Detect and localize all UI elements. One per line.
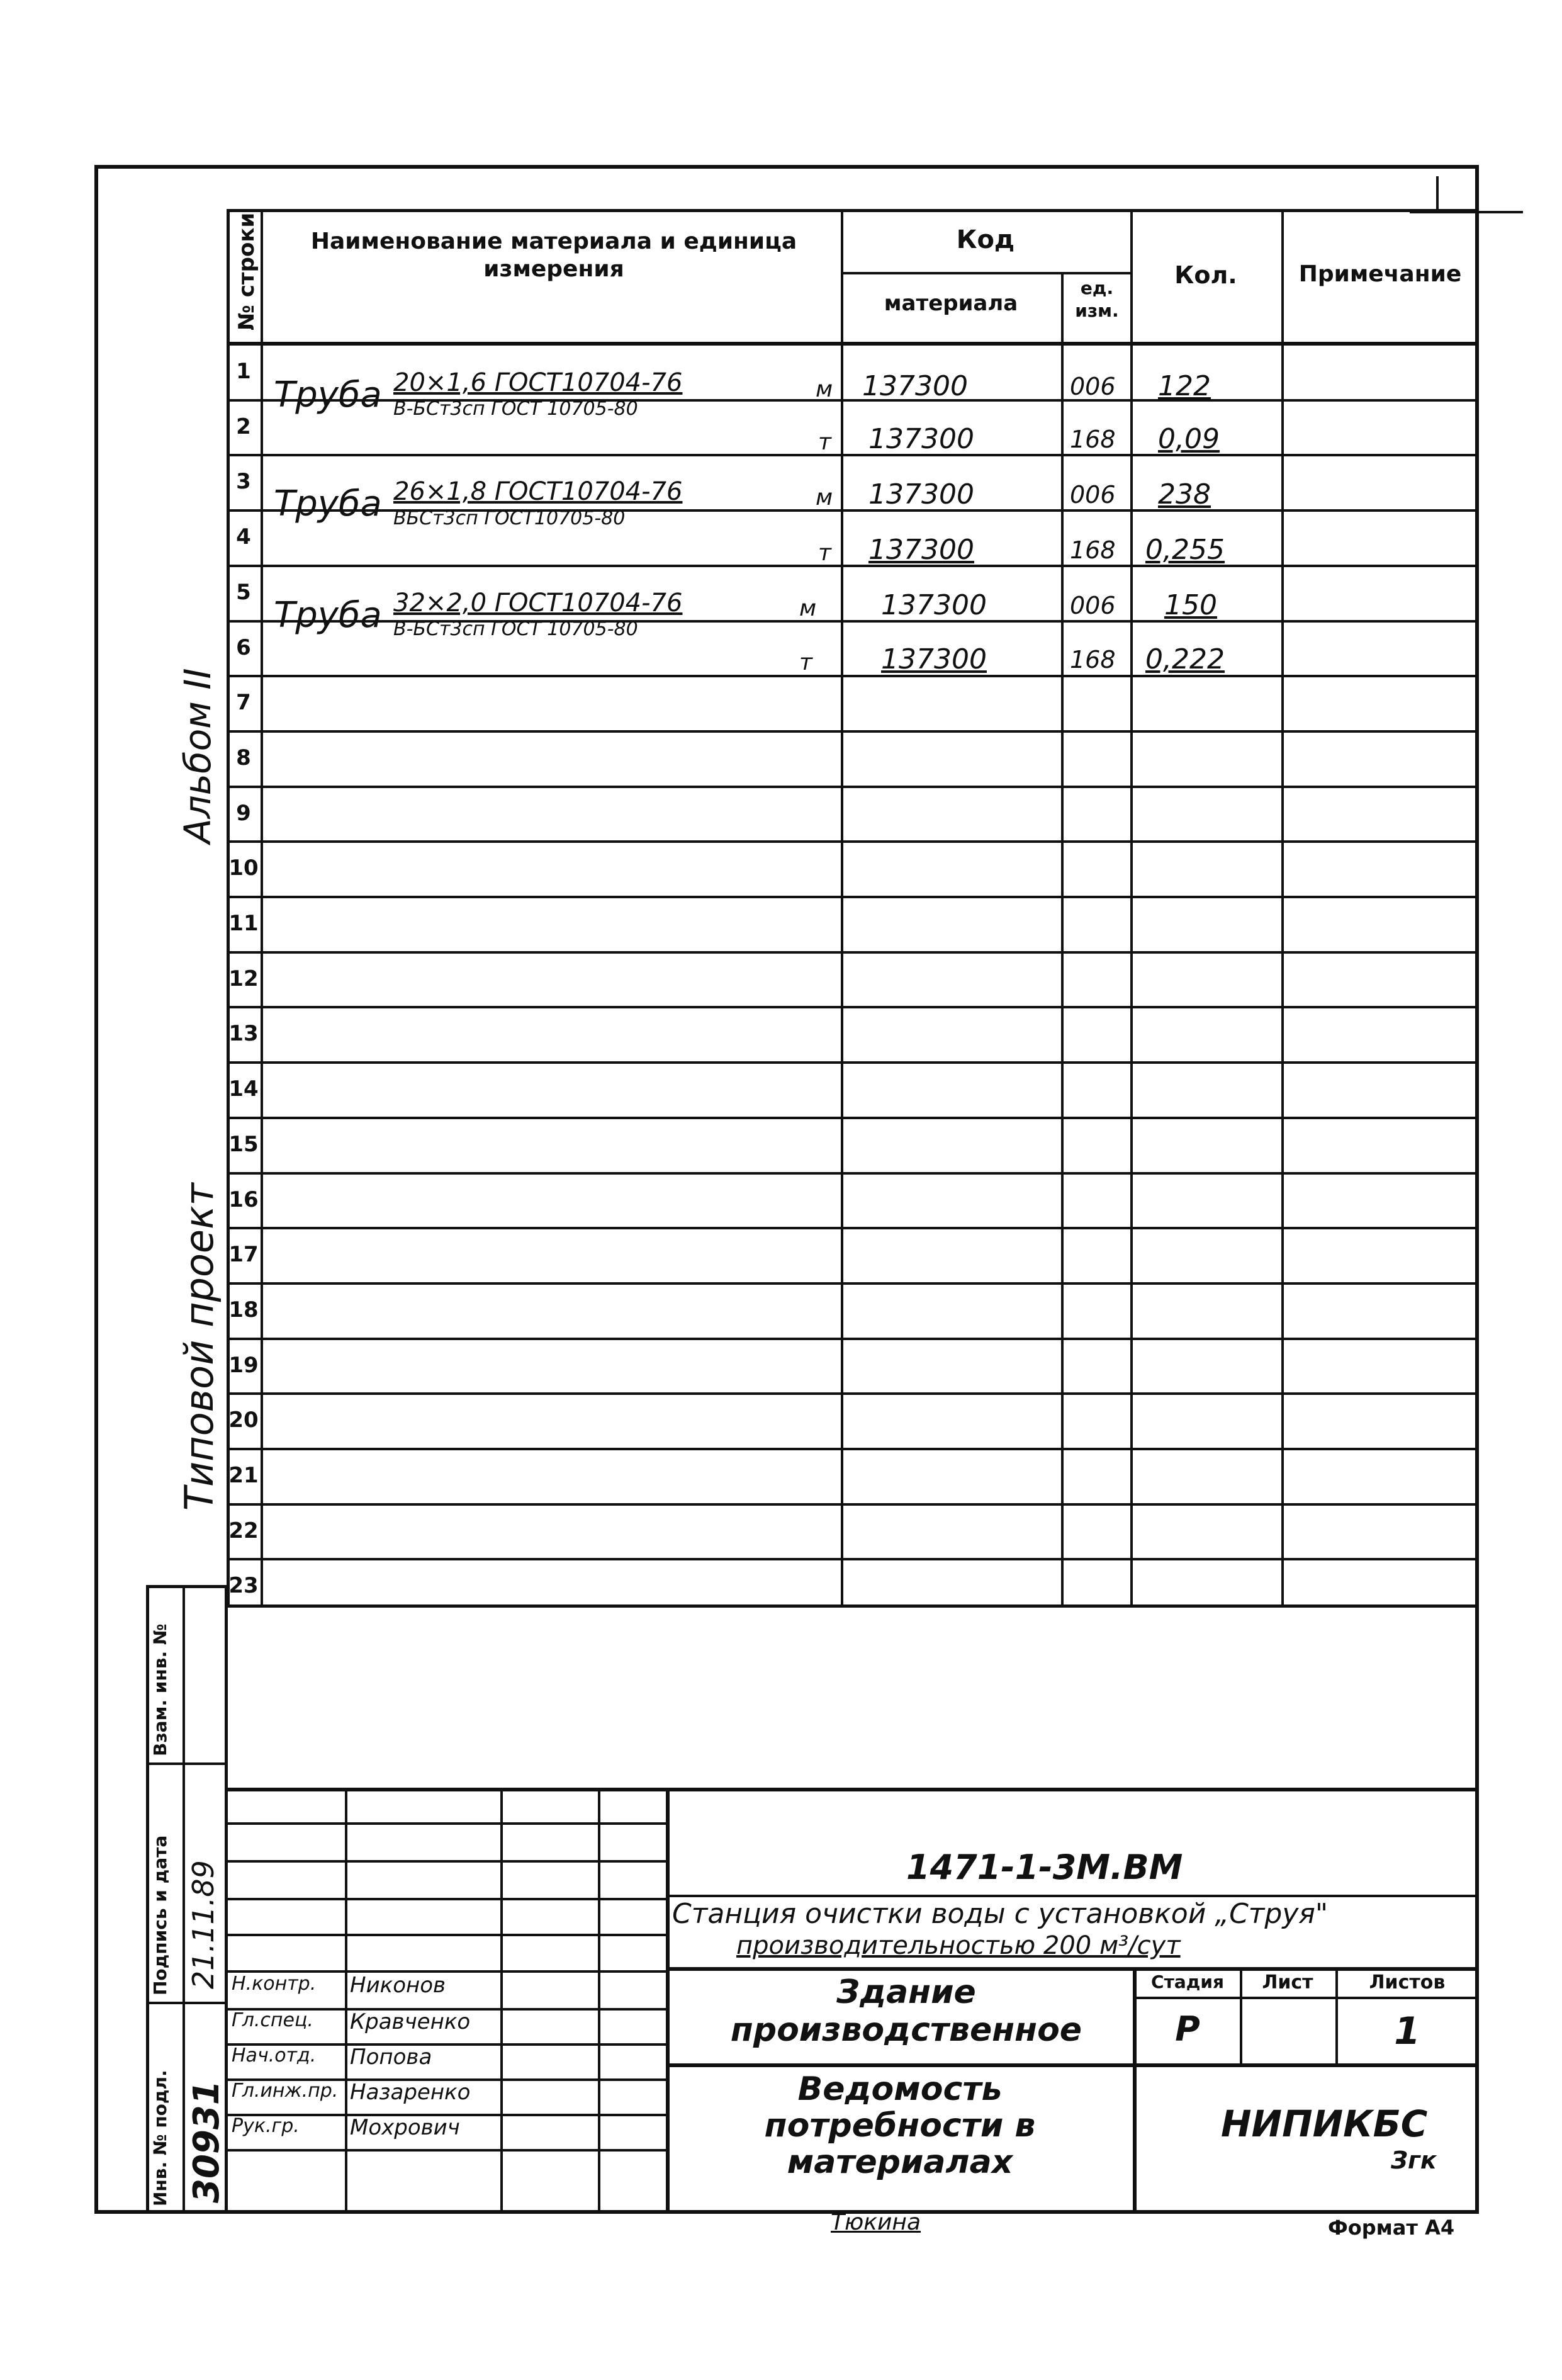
col-line-qty [1281,209,1284,1608]
stamp-col-4 [666,1788,670,2214]
row-line [227,1503,1479,1506]
stamp-sheets-label: Листов [1369,1971,1446,1994]
row-line [227,1117,1479,1119]
stamp-stage-value: Р [1175,2009,1200,2049]
row-line [227,1282,1479,1285]
stamp-building-text: Здание производственное [730,1973,1082,2049]
row-line [227,896,1479,898]
item-2-ucode-1: 006 [1070,481,1116,509]
row-line [227,454,1479,456]
col-line-unit [1130,209,1133,1608]
col-line-code [1061,272,1064,1608]
row-line [227,675,1479,677]
item-3-unit-1: м [799,595,817,621]
row-line [227,1448,1479,1450]
item-3-qty-2: 0,222 [1145,643,1225,675]
row-number: 8 [236,745,251,770]
stamp-building [705,1973,1108,2049]
row-number: 13 [228,1021,259,1046]
row-line [227,786,1479,788]
signature-role: Рук.гр. [232,2115,300,2137]
side-strip-line-2 [146,2002,228,2004]
item-2-spec-bottom: ВБСт3сп ГОСТ10705-80 [393,507,626,529]
item-3-code-2: 137300 [881,643,987,675]
row-number: 1 [236,359,251,384]
signature-name: Кравченко [350,2009,471,2034]
stamp-sheet-label: Лист [1262,1971,1313,1994]
row-number: 20 [228,1407,259,1433]
stamp-right-col-1 [1133,1967,1137,2214]
row-number: 10 [228,855,259,881]
item-2-qty-2: 0,255 [1145,534,1225,566]
item-3-ucode-1: 006 [1070,592,1116,619]
stamp-stage-label: Стадия [1151,1971,1224,1992]
stamp-doc-title [673,2071,1127,2180]
header-qty: Кол. [1174,261,1237,289]
item-3-qty-1: 150 [1164,589,1217,621]
stamp-org: НИПИКБС [1221,2102,1428,2145]
stamp-top-line [227,1788,1479,1791]
stamp-right-line-3 [666,2063,1479,2067]
header-code-unit [1064,277,1130,322]
item-1-unit-1: м [816,376,833,402]
row-line [227,1172,1479,1175]
side-strip-split [183,1585,185,2214]
side-field-replace: Взам. инв. № [150,1623,171,1756]
signature-name: Назаренко [350,2080,471,2105]
header-code: Код [956,225,1015,254]
row-number: 19 [228,1353,259,1378]
stamp-sheets-value: 1 [1394,2009,1420,2053]
side-album-note: Альбом II [176,668,219,843]
signature-role: Гл.инж.пр. [232,2080,339,2102]
stamp-title-line1: Станция очистки воды с установкой „Струя" [672,1898,1329,1930]
header-name-text: Наименование материала и единица измерения [310,228,797,282]
side-field-sign-date: Подпись и дата [150,1835,171,1995]
row-number: 12 [228,966,259,991]
stamp-sig-line-3 [227,1898,666,1900]
row-line [227,1558,1479,1560]
item-3-code-1: 137300 [881,589,987,621]
stamp-format: Формат А4 [1328,2216,1455,2240]
item-1-unit-2: т [818,429,831,455]
row-number: 11 [228,911,259,936]
item-2-qty-1: 238 [1158,478,1211,510]
item-1-spec-top: 20×1,6 ГОСТ10704-76 [393,368,683,397]
row-number: 17 [228,1242,259,1267]
item-1-ucode-1: 006 [1070,373,1116,400]
col-line-rowno [261,209,263,1608]
row-line [227,1392,1479,1395]
item-2-spec-top: 26×1,8 ГОСТ10704-76 [393,477,683,506]
header-bottom [227,342,1479,346]
frame-top-tick [1436,176,1439,211]
row-number: 23 [228,1573,259,1598]
stamp-code: 1471-1-3М.ВМ [906,1847,1183,1887]
item-3-unit-2: т [799,650,812,675]
row-number: 21 [228,1463,259,1488]
signature-name: Мохрович [350,2115,460,2140]
row-number: 15 [228,1132,259,1157]
side-inv-number: 30931 [186,2080,227,2203]
item-3-name: Труба [274,595,382,636]
side-project-note: Типовой проект [176,1183,222,1511]
row-number: 18 [228,1297,259,1323]
header-name [296,228,812,283]
row-number: 22 [228,1518,259,1543]
row-number: 5 [236,580,251,605]
row-number: 14 [228,1076,259,1102]
side-strip-line-1 [146,1762,228,1765]
row-number: 9 [236,801,251,826]
row-number: 6 [236,635,251,660]
signature-name: Попова [350,2044,432,2070]
item-1-name: Труба [274,375,382,415]
item-2-name: Труба [274,483,382,524]
header-code-unit-text: ед. изм. [1075,278,1119,321]
stamp-doc-title-text: Ведомость потребности в материалах [764,2070,1036,2181]
item-3-spec-top: 32×2,0 ГОСТ10704-76 [393,589,683,618]
row-line [227,1227,1479,1229]
row-number: 16 [228,1187,259,1212]
side-sign-date-value: 21.11.89 [186,1860,220,1989]
stamp-sig-line-10 [227,2149,666,2152]
item-2-ucode-2: 168 [1070,536,1116,564]
item-1-qty-2: 0,09 [1158,423,1220,455]
item-2-unit-1: м [816,485,833,510]
signature-name: Никонов [350,1973,446,1998]
item-2-code-1: 137300 [868,478,974,510]
stamp-footer-note: Тюкина [831,2209,921,2235]
item-3-spec-bottom: В-БСт3сп ГОСТ 10705-80 [393,618,638,640]
stamp-right-line-2 [666,1967,1479,1971]
stamp-title-line2: производительностью 200 м³/сут [736,1931,1181,1960]
col-line-name [841,209,843,1608]
header-row-number: № строки [234,212,259,330]
signature-role: Нач.отд. [232,2044,317,2067]
side-field-inv: Инв. № подл. [150,2070,171,2206]
item-1-spec-bottom: В-БСт3сп ГОСТ 10705-80 [393,398,638,420]
item-3-ucode-2: 168 [1070,646,1116,674]
row-line [227,730,1479,733]
item-1-ucode-2: 168 [1070,426,1116,453]
item-1-code-1: 137300 [862,370,968,402]
signature-role: Н.контр. [232,1973,317,1995]
row-number: 3 [236,469,251,494]
row-line [227,1006,1479,1008]
row-line [227,565,1479,567]
row-line [227,840,1479,843]
stamp-org-sub: Згк [1391,2146,1437,2174]
header-code-split [841,272,1130,274]
stamp-sig-line-4 [227,1934,666,1936]
row-line [227,1061,1479,1064]
stamp-stage-header-line [1133,1997,1479,1999]
item-1-code-2: 137300 [868,423,974,455]
item-1-qty-1: 122 [1158,370,1211,402]
header-note: Примечание [1298,261,1462,287]
item-2-unit-2: т [818,540,831,566]
row-number: 2 [236,414,251,439]
stamp-sig-line-2 [227,1860,666,1863]
row-line [227,951,1479,954]
stamp-right-line-1 [666,1895,1479,1897]
row-number: 4 [236,524,251,550]
row-number: 7 [236,690,251,715]
stamp-sig-line-1 [227,1822,666,1825]
header-code-material: материала [884,291,1018,316]
signature-role: Гл.спец. [232,2009,313,2031]
row-line [227,1338,1479,1340]
item-2-code-2: 137300 [868,534,974,566]
